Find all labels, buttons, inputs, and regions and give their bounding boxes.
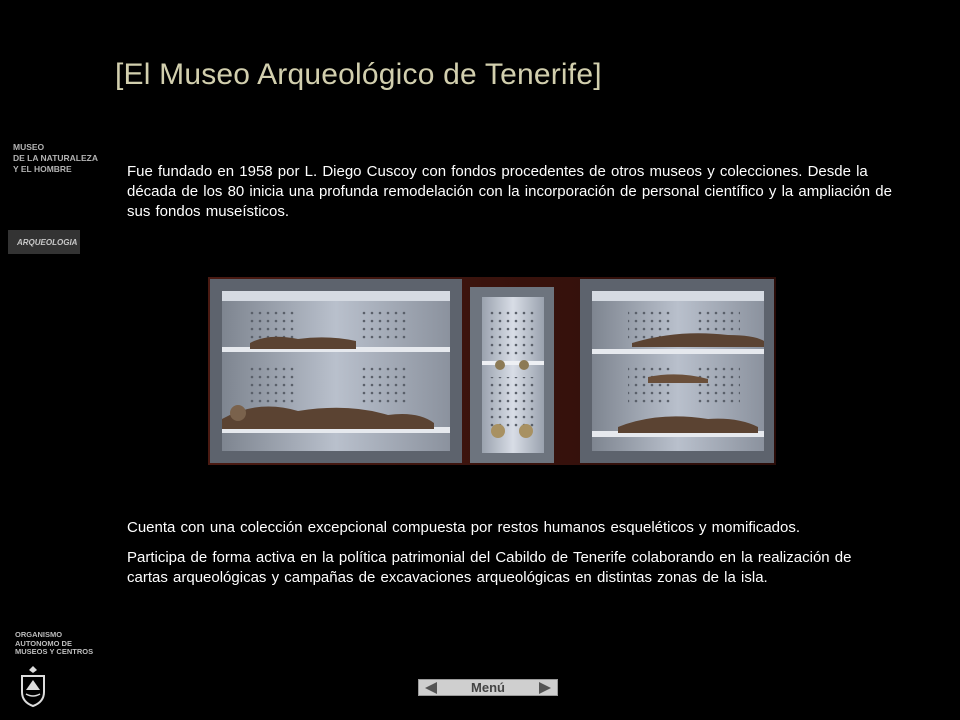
organization-logo-line: AUTONOMO DE <box>15 638 72 648</box>
intro-paragraph: Fue fundado en 1958 por L. Diego Cuscoy con fondos procedentes de otros museos y colecciones. Desde la década de los 80 inicia una profunda remodelación con la incorporación de personal científico y la ampliación de sus fondos museísticos. <box>127 163 892 220</box>
arrow-right-icon[interactable] <box>539 682 551 694</box>
sidebar-item-arqueologia[interactable]: ARQUEOLOGIA <box>8 230 80 254</box>
heritage-paragraph: Participa de forma activa en la política patrimonial del Cabildo de Tenerife colaborando en la realización de cartas arqueológicas y campañas de excavaciones arqueológicas en distintas zonas de la isla. <box>127 549 852 586</box>
page-title: [El Museo Arqueológico de Tenerife] <box>115 58 602 91</box>
cabildo-crest-icon <box>14 664 52 708</box>
museum-logo-line: Y EL HOMBRE <box>13 164 72 174</box>
mummy-display-photo <box>208 277 776 465</box>
organization-logo <box>15 631 93 657</box>
navigation-bar <box>418 679 558 696</box>
organization-logo-line: ORGANISMO <box>15 630 63 639</box>
organization-logo-line: MUSEOS Y CENTROS <box>15 647 94 656</box>
museum-logo <box>13 142 98 175</box>
menu-button[interactable]: Menú <box>471 680 505 695</box>
museum-logo-line: MUSEO <box>13 142 45 152</box>
arrow-left-icon[interactable] <box>425 682 437 694</box>
collection-paragraph: Cuenta con una colección excepcional compuesta por restos humanos esqueléticos y momificados. <box>127 519 801 536</box>
museum-logo-line: DE LA NATURALEZA <box>13 153 98 163</box>
